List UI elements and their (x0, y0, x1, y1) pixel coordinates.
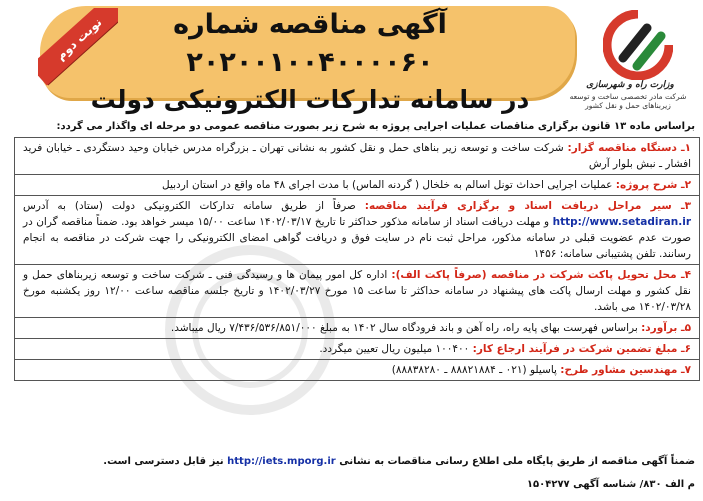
header-title (70, 6, 550, 118)
organization-logo (569, 8, 695, 110)
item-5 (15, 318, 699, 339)
item-1-text: شرکت ساخت و توسعه زیر بناهای حمل و نقل کشور به نشانی تهران ـ بزرگراه مدرس خیابان وحید دستگردی ـ خیابان فرید افشار ـ نبش بلوار آرش (23, 142, 691, 170)
item-1 (15, 138, 699, 175)
item-5-text: براساس فهرست بهای پایه راه، راه آهن و باند فرودگاه سال ۱۴۰۲ به مبلغ ۷/۴۳۶/۵۳۶/۸۵۱/۰۰۰ ریال میباشد. (170, 322, 642, 334)
intro-text: براساس ماده ۱۳ قانون برگزاری مناقصات عملیات اجرایی پروژه به شرح زیر بصورت مناقصه عمومی دو مرحله ای واگذار می گردد: (56, 121, 695, 132)
tender-items-table (14, 137, 700, 381)
item-1-label: ۱ـ دستگاه مناقصه گزار: (567, 142, 691, 154)
item-2 (15, 175, 699, 196)
item-5-label: ۵ـ برآورد: (641, 322, 691, 334)
ad-identifier: م الف ۸۳۰/ شناسه آگهی ۱۵۰۴۲۷۷ (526, 479, 695, 490)
item-4-label: ۴ـ محل تحویل پاکت شرکت در مناقصه (صرفاً پاکت الف): (391, 269, 691, 281)
item-4 (15, 265, 699, 318)
item-7 (15, 360, 699, 380)
item-3-text-a: صرفاً از طریق سامانه تدارکات الکترونیکی دولت (ستاد) به آدرس (23, 200, 365, 212)
item-2-text: عملیات اجرایی احداث تونل اسالم به خلخال ( گردنه الماس) با مدت اجرای ۴۸ ماه واقع در استان اردبیل (162, 179, 616, 191)
item-6 (15, 339, 699, 360)
item-7-label: ۷ـ مهندسین مشاور طرح: (560, 364, 691, 376)
title-line-2: در سامانه تدارکات الکترونیکی دولت (90, 85, 530, 114)
item-3-text-b: و مهلت دریافت اسناد از سامانه مذکور حداکثر تا تاریخ ۱۴۰۲/۰۳/۱۷ ساعت ۱۵/۰۰ میسر خواهد بود. ضمناً مناقصه گران در صورت عدم عضویت قبلی در سامانه مذکور، مراحل ثبت نام در سایت فوق و دریافت گواهی امضای الکترونیکی را جهت شرکت در مناقصه به انجام رسانند. تلفن پشتیبانی سامانه: ۱۴۵۶ (23, 216, 691, 260)
item-7-text: پاسیلو (۰۲۱ ـ ۸۸۸۲۱۸۸۴ ـ ۸۸۸۳۸۲۸۰) (391, 364, 561, 376)
ministry-name: وزارت راه و شهرسازی (586, 80, 674, 90)
iets-link[interactable]: http://iets.mporg.ir (227, 456, 336, 467)
road-logo-icon (603, 10, 673, 80)
item-2-label: ۲ـ شرح پروژه: (615, 179, 691, 191)
item-3-label: ۳ـ سیر مراحل دریافت اسناد و برگزاری فرآیند مناقصه: (364, 200, 691, 212)
footer-note-b: نیز قابل دسترسی است. (103, 456, 228, 467)
item-6-label: ۶ـ مبلغ تضمین شرکت در فرآیند ارجاع کار: (472, 343, 691, 355)
item-4-text: اداره کل امور پیمان ها و رسیدگی فنی ـ شرکت ساخت و توسعه زیربناهای حمل و نقل کشور و مهلت ارسال پاکت های پیشنهاد در سامانه حداکثر تا ساعت ۱۵ مورخ ۱۴۰۲/۰۳/۲۷ و تاریخ جلسه مناقصه ساعت ۱۲/۰۰ روز یکشنبه مورخ ۱۴۰۲/۰۳/۲۸ می باشد. (23, 269, 691, 313)
setadiran-link[interactable]: http://www.setadiran.ir (552, 216, 692, 228)
company-name: شرکت مادر تخصصی ساخت و توسعه زیربناهای حمل و نقل کشور (569, 92, 687, 110)
item-3 (15, 196, 699, 265)
item-6-text: ۱۰۰۴۰۰ میلیون ریال تعیین میگردد. (319, 343, 473, 355)
footer-note (5, 455, 695, 469)
footer-note-a: ضمناً آگهی مناقصه از طریق پایگاه ملی اطلاع رسانی مناقصات به نشانی (335, 456, 695, 467)
round-badge: نوبت دوم (38, 8, 118, 85)
title-line-1: آگهی مناقصه شماره ۲۰۲۰۰۱۰۰۴۰۰۰۰۶۰ (173, 9, 447, 78)
